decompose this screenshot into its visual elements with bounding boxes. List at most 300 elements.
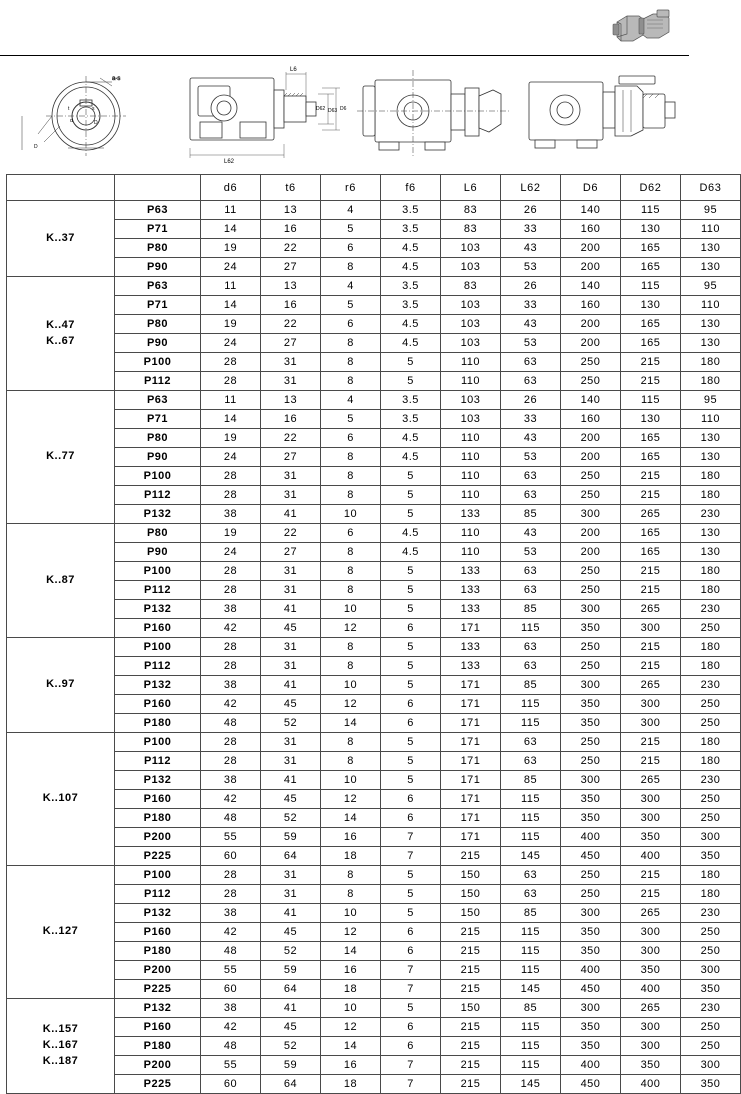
value-cell-d6: 55 bbox=[201, 961, 261, 980]
value-cell-d62: 265 bbox=[621, 999, 681, 1018]
value-cell-d6: 160 bbox=[561, 220, 621, 239]
value-cell-d6: 250 bbox=[561, 733, 621, 752]
value-cell-d63: 130 bbox=[681, 258, 741, 277]
value-cell-d6: 38 bbox=[201, 676, 261, 695]
value-cell-l6: 150 bbox=[441, 885, 501, 904]
value-cell-d6: 300 bbox=[561, 999, 621, 1018]
value-cell-d62: 300 bbox=[621, 619, 681, 638]
table-row bbox=[7, 1037, 741, 1056]
value-cell-d63: 250 bbox=[681, 714, 741, 733]
value-cell-d62: 215 bbox=[621, 733, 681, 752]
value-cell-l6: 103 bbox=[441, 410, 501, 429]
column-header-f6: f6 bbox=[381, 175, 441, 201]
value-cell-l62: 145 bbox=[501, 1075, 561, 1094]
value-cell-d6: 48 bbox=[201, 809, 261, 828]
table-row bbox=[7, 733, 741, 752]
value-cell-d6: 48 bbox=[201, 942, 261, 961]
value-cell-l6: 215 bbox=[441, 923, 501, 942]
value-cell-l6: 133 bbox=[441, 581, 501, 600]
value-cell-t6: 31 bbox=[261, 657, 321, 676]
gear-motor-assembly-view bbox=[519, 60, 681, 164]
gearbox-group-label bbox=[7, 524, 115, 638]
value-cell-t6: 31 bbox=[261, 353, 321, 372]
table-row bbox=[7, 372, 741, 391]
table-row bbox=[7, 562, 741, 581]
value-cell-d63: 250 bbox=[681, 790, 741, 809]
value-cell-f6: 6 bbox=[381, 1037, 441, 1056]
value-cell-l62: 115 bbox=[501, 695, 561, 714]
value-cell-l62: 63 bbox=[501, 581, 561, 600]
value-cell-t6: 52 bbox=[261, 809, 321, 828]
table-row bbox=[7, 296, 741, 315]
value-cell-t6: 59 bbox=[261, 1056, 321, 1075]
value-cell-l62: 63 bbox=[501, 866, 561, 885]
table-row bbox=[7, 676, 741, 695]
svg-text:D62: D62 bbox=[316, 105, 326, 112]
motor-size-cell: P100 bbox=[115, 467, 201, 486]
value-cell-d6: 28 bbox=[201, 372, 261, 391]
value-cell-d62: 265 bbox=[621, 771, 681, 790]
value-cell-f6: 5 bbox=[381, 467, 441, 486]
value-cell-d63: 180 bbox=[681, 353, 741, 372]
value-cell-t6: 64 bbox=[261, 1075, 321, 1094]
value-cell-t6: 41 bbox=[261, 771, 321, 790]
table-row bbox=[7, 448, 741, 467]
value-cell-d63: 130 bbox=[681, 543, 741, 562]
value-cell-f6: 5 bbox=[381, 866, 441, 885]
value-cell-d63: 95 bbox=[681, 277, 741, 296]
value-cell-d6: 19 bbox=[201, 315, 261, 334]
value-cell-d62: 300 bbox=[621, 1037, 681, 1056]
value-cell-d6: 300 bbox=[561, 600, 621, 619]
value-cell-d6: 38 bbox=[201, 999, 261, 1018]
group-label-line: K..37 bbox=[46, 231, 75, 244]
motor-size-cell: P63 bbox=[115, 201, 201, 220]
value-cell-d6: 28 bbox=[201, 885, 261, 904]
value-cell-t6: 41 bbox=[261, 505, 321, 524]
value-cell-r6: 5 bbox=[321, 410, 381, 429]
value-cell-d63: 300 bbox=[681, 1056, 741, 1075]
table-row bbox=[7, 258, 741, 277]
group-label-line: K..167 bbox=[42, 1039, 79, 1052]
svg-text:t: t bbox=[68, 105, 70, 112]
value-cell-d62: 165 bbox=[621, 429, 681, 448]
value-cell-d6: 38 bbox=[201, 904, 261, 923]
value-cell-d62: 300 bbox=[621, 1018, 681, 1037]
value-cell-d62: 215 bbox=[621, 581, 681, 600]
value-cell-d62: 115 bbox=[621, 201, 681, 220]
value-cell-l62: 26 bbox=[501, 277, 561, 296]
gearbox-group-label bbox=[7, 999, 115, 1094]
value-cell-l62: 26 bbox=[501, 201, 561, 220]
value-cell-t6: 52 bbox=[261, 942, 321, 961]
value-cell-t6: 59 bbox=[261, 961, 321, 980]
value-cell-f6: 4.5 bbox=[381, 334, 441, 353]
value-cell-t6: 41 bbox=[261, 999, 321, 1018]
value-cell-l62: 145 bbox=[501, 980, 561, 999]
table-row bbox=[7, 201, 741, 220]
value-cell-f6: 5 bbox=[381, 904, 441, 923]
value-cell-d63: 130 bbox=[681, 334, 741, 353]
value-cell-d6: 250 bbox=[561, 657, 621, 676]
value-cell-d6: 140 bbox=[561, 201, 621, 220]
value-cell-l6: 110 bbox=[441, 543, 501, 562]
value-cell-t6: 16 bbox=[261, 296, 321, 315]
value-cell-d62: 265 bbox=[621, 904, 681, 923]
value-cell-t6: 31 bbox=[261, 562, 321, 581]
value-cell-l62: 115 bbox=[501, 790, 561, 809]
group-label-line: K..107 bbox=[42, 792, 79, 805]
value-cell-l6: 110 bbox=[441, 372, 501, 391]
value-cell-r6: 5 bbox=[321, 220, 381, 239]
value-cell-l62: 63 bbox=[501, 885, 561, 904]
value-cell-l6: 83 bbox=[441, 277, 501, 296]
table-row bbox=[7, 1075, 741, 1094]
value-cell-l62: 115 bbox=[501, 1037, 561, 1056]
value-cell-l62: 53 bbox=[501, 543, 561, 562]
value-cell-d63: 250 bbox=[681, 619, 741, 638]
value-cell-d6: 400 bbox=[561, 961, 621, 980]
value-cell-r6: 14 bbox=[321, 942, 381, 961]
value-cell-d6: 350 bbox=[561, 695, 621, 714]
value-cell-f6: 3.5 bbox=[381, 220, 441, 239]
value-cell-d63: 110 bbox=[681, 220, 741, 239]
value-cell-r6: 8 bbox=[321, 581, 381, 600]
value-cell-d63: 250 bbox=[681, 809, 741, 828]
value-cell-l6: 133 bbox=[441, 600, 501, 619]
value-cell-f6: 6 bbox=[381, 942, 441, 961]
value-cell-d63: 230 bbox=[681, 771, 741, 790]
motor-size-cell: P80 bbox=[115, 315, 201, 334]
value-cell-l62: 145 bbox=[501, 847, 561, 866]
value-cell-d63: 230 bbox=[681, 904, 741, 923]
table-row bbox=[7, 524, 741, 543]
value-cell-d62: 130 bbox=[621, 410, 681, 429]
value-cell-t6: 31 bbox=[261, 885, 321, 904]
value-cell-d6: 28 bbox=[201, 733, 261, 752]
value-cell-r6: 12 bbox=[321, 790, 381, 809]
column-header-d62: D62 bbox=[621, 175, 681, 201]
value-cell-t6: 31 bbox=[261, 467, 321, 486]
value-cell-d62: 165 bbox=[621, 258, 681, 277]
motor-size-cell: P80 bbox=[115, 239, 201, 258]
value-cell-t6: 52 bbox=[261, 1037, 321, 1056]
column-header-l6: L6 bbox=[441, 175, 501, 201]
value-cell-t6: 31 bbox=[261, 372, 321, 391]
value-cell-d6: 250 bbox=[561, 486, 621, 505]
value-cell-d63: 95 bbox=[681, 391, 741, 410]
value-cell-f6: 6 bbox=[381, 695, 441, 714]
motor-size-cell: P71 bbox=[115, 296, 201, 315]
column-header-d6: d6 bbox=[201, 175, 261, 201]
value-cell-d6: 28 bbox=[201, 353, 261, 372]
value-cell-l6: 215 bbox=[441, 1018, 501, 1037]
value-cell-f6: 6 bbox=[381, 1018, 441, 1037]
value-cell-d63: 230 bbox=[681, 676, 741, 695]
table-row bbox=[7, 543, 741, 562]
value-cell-t6: 27 bbox=[261, 543, 321, 562]
value-cell-r6: 10 bbox=[321, 600, 381, 619]
table-row bbox=[7, 391, 741, 410]
value-cell-r6: 16 bbox=[321, 961, 381, 980]
value-cell-f6: 6 bbox=[381, 790, 441, 809]
value-cell-r6: 8 bbox=[321, 448, 381, 467]
value-cell-t6: 64 bbox=[261, 980, 321, 999]
value-cell-f6: 3.5 bbox=[381, 201, 441, 220]
value-cell-r6: 14 bbox=[321, 714, 381, 733]
value-cell-d63: 300 bbox=[681, 961, 741, 980]
group-label-line: K..97 bbox=[46, 678, 75, 691]
value-cell-r6: 12 bbox=[321, 923, 381, 942]
value-cell-l62: 33 bbox=[501, 410, 561, 429]
value-cell-d6: 24 bbox=[201, 334, 261, 353]
table-row bbox=[7, 638, 741, 657]
svg-text:D: D bbox=[34, 143, 38, 150]
value-cell-d63: 250 bbox=[681, 1037, 741, 1056]
value-cell-l6: 103 bbox=[441, 239, 501, 258]
value-cell-l62: 53 bbox=[501, 448, 561, 467]
table-row bbox=[7, 866, 741, 885]
value-cell-t6: 52 bbox=[261, 714, 321, 733]
value-cell-d6: 250 bbox=[561, 581, 621, 600]
svg-text:L62: L62 bbox=[224, 158, 235, 165]
value-cell-d6: 250 bbox=[561, 467, 621, 486]
value-cell-d6: 42 bbox=[201, 619, 261, 638]
motor-size-cell: P112 bbox=[115, 657, 201, 676]
value-cell-d63: 180 bbox=[681, 866, 741, 885]
table-row bbox=[7, 467, 741, 486]
value-cell-d6: 24 bbox=[201, 543, 261, 562]
value-cell-l6: 215 bbox=[441, 1075, 501, 1094]
value-cell-r6: 8 bbox=[321, 885, 381, 904]
value-cell-d6: 48 bbox=[201, 714, 261, 733]
value-cell-d63: 180 bbox=[681, 486, 741, 505]
value-cell-t6: 41 bbox=[261, 904, 321, 923]
value-cell-d62: 215 bbox=[621, 486, 681, 505]
motor-size-cell: P100 bbox=[115, 638, 201, 657]
value-cell-d6: 42 bbox=[201, 923, 261, 942]
value-cell-l62: 63 bbox=[501, 353, 561, 372]
column-header-blank-0 bbox=[7, 175, 115, 201]
value-cell-f6: 5 bbox=[381, 581, 441, 600]
value-cell-r6: 8 bbox=[321, 866, 381, 885]
value-cell-f6: 5 bbox=[381, 771, 441, 790]
value-cell-d6: 28 bbox=[201, 467, 261, 486]
value-cell-l62: 85 bbox=[501, 999, 561, 1018]
value-cell-f6: 5 bbox=[381, 638, 441, 657]
value-cell-r6: 8 bbox=[321, 486, 381, 505]
value-cell-d63: 130 bbox=[681, 429, 741, 448]
value-cell-d6: 200 bbox=[561, 258, 621, 277]
table-row bbox=[7, 752, 741, 771]
value-cell-d63: 230 bbox=[681, 999, 741, 1018]
value-cell-d62: 165 bbox=[621, 524, 681, 543]
value-cell-l6: 103 bbox=[441, 296, 501, 315]
table-row bbox=[7, 1056, 741, 1075]
value-cell-d6: 19 bbox=[201, 429, 261, 448]
value-cell-l6: 150 bbox=[441, 866, 501, 885]
column-header-d6: D6 bbox=[561, 175, 621, 201]
value-cell-d62: 265 bbox=[621, 600, 681, 619]
svg-text:D63: D63 bbox=[328, 107, 338, 114]
value-cell-f6: 7 bbox=[381, 1075, 441, 1094]
value-cell-d62: 115 bbox=[621, 391, 681, 410]
value-cell-l62: 63 bbox=[501, 733, 561, 752]
value-cell-r6: 12 bbox=[321, 1018, 381, 1037]
gearbox-group-label bbox=[7, 391, 115, 524]
value-cell-d6: 42 bbox=[201, 790, 261, 809]
value-cell-d62: 130 bbox=[621, 296, 681, 315]
motor-size-cell: P132 bbox=[115, 600, 201, 619]
value-cell-d62: 300 bbox=[621, 942, 681, 961]
value-cell-l62: 63 bbox=[501, 752, 561, 771]
value-cell-f6: 5 bbox=[381, 505, 441, 524]
value-cell-d6: 24 bbox=[201, 258, 261, 277]
value-cell-d6: 250 bbox=[561, 562, 621, 581]
value-cell-d6: 11 bbox=[201, 391, 261, 410]
motor-size-cell: P63 bbox=[115, 391, 201, 410]
value-cell-d63: 300 bbox=[681, 828, 741, 847]
value-cell-d6: 140 bbox=[561, 277, 621, 296]
table-row bbox=[7, 353, 741, 372]
value-cell-l6: 215 bbox=[441, 961, 501, 980]
value-cell-d6: 38 bbox=[201, 600, 261, 619]
value-cell-d63: 95 bbox=[681, 201, 741, 220]
table-row bbox=[7, 923, 741, 942]
value-cell-l6: 171 bbox=[441, 619, 501, 638]
value-cell-r6: 18 bbox=[321, 1075, 381, 1094]
value-cell-d63: 250 bbox=[681, 942, 741, 961]
value-cell-l6: 171 bbox=[441, 733, 501, 752]
value-cell-l6: 103 bbox=[441, 315, 501, 334]
value-cell-d63: 180 bbox=[681, 752, 741, 771]
value-cell-d63: 110 bbox=[681, 410, 741, 429]
value-cell-l6: 83 bbox=[441, 220, 501, 239]
motor-size-cell: P112 bbox=[115, 581, 201, 600]
value-cell-r6: 8 bbox=[321, 543, 381, 562]
value-cell-d6: 28 bbox=[201, 581, 261, 600]
value-cell-d6: 60 bbox=[201, 980, 261, 999]
value-cell-d6: 450 bbox=[561, 847, 621, 866]
value-cell-l62: 85 bbox=[501, 600, 561, 619]
value-cell-l62: 85 bbox=[501, 505, 561, 524]
value-cell-d6: 350 bbox=[561, 714, 621, 733]
value-cell-t6: 41 bbox=[261, 600, 321, 619]
value-cell-l6: 215 bbox=[441, 847, 501, 866]
value-cell-d62: 165 bbox=[621, 448, 681, 467]
value-cell-d63: 180 bbox=[681, 581, 741, 600]
value-cell-d6: 200 bbox=[561, 239, 621, 258]
gearbox-group-label bbox=[7, 277, 115, 391]
value-cell-d6: 160 bbox=[561, 410, 621, 429]
value-cell-t6: 59 bbox=[261, 828, 321, 847]
table-row bbox=[7, 657, 741, 676]
motor-size-cell: P160 bbox=[115, 790, 201, 809]
value-cell-l6: 171 bbox=[441, 809, 501, 828]
value-cell-r6: 8 bbox=[321, 372, 381, 391]
motor-size-cell: P112 bbox=[115, 752, 201, 771]
value-cell-d62: 215 bbox=[621, 866, 681, 885]
value-cell-d63: 180 bbox=[681, 733, 741, 752]
value-cell-r6: 8 bbox=[321, 353, 381, 372]
value-cell-d6: 200 bbox=[561, 543, 621, 562]
value-cell-f6: 4.5 bbox=[381, 315, 441, 334]
value-cell-l6: 171 bbox=[441, 714, 501, 733]
value-cell-r6: 8 bbox=[321, 467, 381, 486]
value-cell-r6: 10 bbox=[321, 904, 381, 923]
motor-size-cell: P132 bbox=[115, 999, 201, 1018]
value-cell-l62: 33 bbox=[501, 296, 561, 315]
value-cell-d6: 250 bbox=[561, 752, 621, 771]
value-cell-f6: 5 bbox=[381, 353, 441, 372]
motor-size-cell: P71 bbox=[115, 220, 201, 239]
gearbox-group-label bbox=[7, 638, 115, 733]
value-cell-r6: 8 bbox=[321, 562, 381, 581]
value-cell-l62: 115 bbox=[501, 619, 561, 638]
value-cell-d62: 215 bbox=[621, 885, 681, 904]
value-cell-l62: 115 bbox=[501, 828, 561, 847]
value-cell-f6: 5 bbox=[381, 752, 441, 771]
value-cell-r6: 18 bbox=[321, 980, 381, 999]
value-cell-d6: 60 bbox=[201, 1075, 261, 1094]
value-cell-l6: 171 bbox=[441, 828, 501, 847]
value-cell-d62: 300 bbox=[621, 790, 681, 809]
value-cell-d62: 215 bbox=[621, 638, 681, 657]
motor-size-cell: P160 bbox=[115, 1018, 201, 1037]
value-cell-f6: 4.5 bbox=[381, 258, 441, 277]
value-cell-f6: 5 bbox=[381, 657, 441, 676]
value-cell-d63: 350 bbox=[681, 847, 741, 866]
value-cell-d6: 250 bbox=[561, 866, 621, 885]
value-cell-d63: 110 bbox=[681, 296, 741, 315]
value-cell-d63: 250 bbox=[681, 923, 741, 942]
value-cell-t6: 41 bbox=[261, 676, 321, 695]
value-cell-d63: 180 bbox=[681, 372, 741, 391]
value-cell-r6: 10 bbox=[321, 999, 381, 1018]
value-cell-d6: 250 bbox=[561, 372, 621, 391]
value-cell-d6: 60 bbox=[201, 847, 261, 866]
table-row bbox=[7, 980, 741, 999]
value-cell-l62: 115 bbox=[501, 961, 561, 980]
motor-size-cell: P180 bbox=[115, 714, 201, 733]
value-cell-f6: 5 bbox=[381, 885, 441, 904]
value-cell-d6: 38 bbox=[201, 771, 261, 790]
value-cell-r6: 8 bbox=[321, 334, 381, 353]
value-cell-d6: 140 bbox=[561, 391, 621, 410]
motor-size-cell: P160 bbox=[115, 923, 201, 942]
value-cell-d6: 28 bbox=[201, 638, 261, 657]
value-cell-r6: 18 bbox=[321, 847, 381, 866]
motor-size-cell: P112 bbox=[115, 372, 201, 391]
value-cell-r6: 12 bbox=[321, 695, 381, 714]
value-cell-l6: 171 bbox=[441, 695, 501, 714]
value-cell-d62: 400 bbox=[621, 1075, 681, 1094]
value-cell-l6: 110 bbox=[441, 353, 501, 372]
table-row bbox=[7, 239, 741, 258]
value-cell-d6: 350 bbox=[561, 809, 621, 828]
value-cell-d62: 300 bbox=[621, 923, 681, 942]
value-cell-t6: 45 bbox=[261, 619, 321, 638]
value-cell-r6: 12 bbox=[321, 619, 381, 638]
group-label-line: K..157 bbox=[42, 1023, 79, 1036]
value-cell-d63: 130 bbox=[681, 315, 741, 334]
value-cell-d6: 250 bbox=[561, 885, 621, 904]
value-cell-f6: 5 bbox=[381, 999, 441, 1018]
value-cell-l62: 33 bbox=[501, 220, 561, 239]
value-cell-d6: 300 bbox=[561, 505, 621, 524]
value-cell-d6: 28 bbox=[201, 657, 261, 676]
value-cell-d63: 180 bbox=[681, 657, 741, 676]
